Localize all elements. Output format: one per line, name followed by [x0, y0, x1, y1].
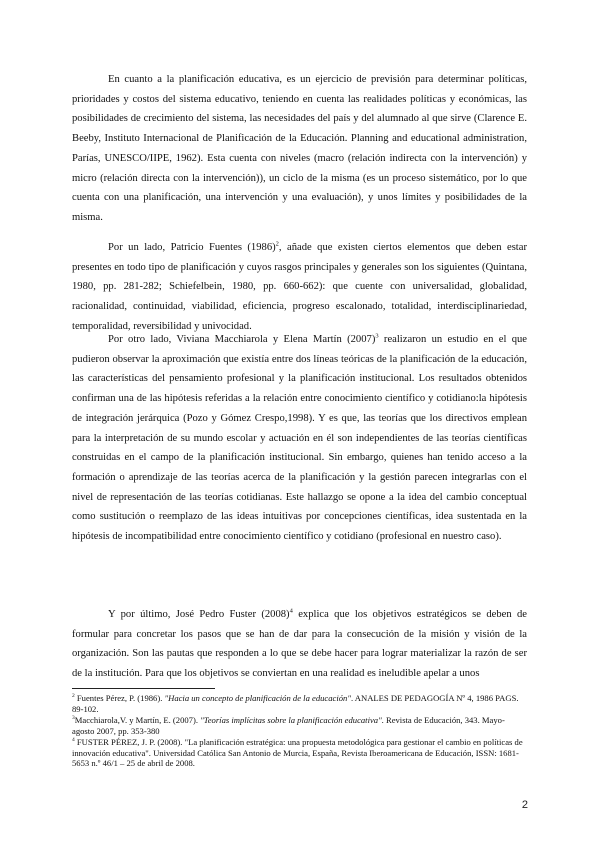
- paragraph-text: explica que los objetivos estratégicos se deben de formular para concretar los pasos que se han de dar para la consecución de la misión y visión de la organización. Son las pautas que responden a lo que se debe hacer para lograr materializar la razón de ser de la institución. Para que los objetivos se conviertan en una realidad es ineludible apelar a unos: [72, 609, 527, 680]
- footnote-2: [72, 693, 527, 715]
- footnote-text: . Universidad Católica San Antonio de Murcia, España, Revista Iberoamericana de Educación, ISSN: 1681-5653 n.º 46/1 – 25 de abril de 2008.: [72, 747, 519, 769]
- paragraph-text: Por un lado, Patricio Fuentes (1986): [108, 242, 276, 253]
- footnote-text: . Revista de Educación, 343. Mayo-agosto 2007, pp. 353-380: [72, 714, 505, 736]
- footnote-text: Macchiarola,V. y Martín, E. (2007).: [74, 714, 201, 725]
- footnote-title: "Teorías implícitas sobre la planificación educativa": [200, 714, 382, 725]
- footnote-3: [72, 715, 527, 737]
- footnote-4: [72, 737, 527, 770]
- footnote-text: . ANALES DE PEDAGOGÍA Nº 4, 1986 PAGS. 89-102.: [72, 693, 519, 714]
- footnote-ref-3[interactable]: 3: [375, 332, 379, 340]
- footnote-separator: [72, 688, 215, 689]
- paragraph-text: Por otro lado, Viviana Macchiarola y Elena Martín (2007): [108, 334, 376, 345]
- footnote-number: 3: [72, 714, 75, 721]
- paragraph-fuster: [72, 605, 527, 684]
- footnote-number: 2: [72, 693, 75, 700]
- footnote-ref-2[interactable]: 2: [275, 240, 279, 248]
- footnotes: [72, 693, 527, 769]
- footnote-ref-4[interactable]: 4: [289, 607, 293, 615]
- footnote-title: "La planificación estratégica: una propuesta metodológica para gestionar el cambio en políticas de innovación educativa": [72, 736, 523, 758]
- paragraph-planificacion-educativa: En cuanto a la planificación educativa, es un ejercicio de previsión para determinar políticas, prioridades y costos del sistema educativo, teniendo en cuenta las realidades políticas y económicas, las posibilidades de crecimiento del sistema, las necesidades del país y del alumnado al que sirve (Clarence E. Beeby, Instituto Internacional de Planificación de la Educación. Planning and educational administration, Parías, UNESCO/IIPE, 1962). Esta cuenta con niveles (macro (relación indirecta con la intervención) y micro (relación directa con la intervención)), un ciclo de la misma (es un proceso sistemático, por lo que cuenta con una planificación, una intervención y una evaluación), y unos límites y posibilidades de la misma.: [72, 74, 527, 223]
- paragraph-text: , añade que existen ciertos elementos que deben estar presentes en todo tipo de planificación y cuyos rasgos principales y generales son los siguientes (Quintana, 1980, pp. 281-282; Schiefelbein, 1980, pp. 660-662): que cuente con universalidad, globalidad, racionalidad, continuidad, viabilidad, eficiencia, progreso escalonado, totalidad, interdisciplinariedad, temporalidad, reversibilidad y univocidad.: [72, 242, 527, 332]
- footnote-text: FUSTER PÉREZ, J. P. (2008).: [74, 736, 185, 747]
- paragraph-text: Y por último, José Pedro Fuster (2008): [108, 609, 290, 620]
- footnote-number: 4: [72, 736, 75, 743]
- paragraph-text: realizaron un estudio en el que pudieron observar la aproximación que existía entre dos líneas teóricas de la planificación de la educación, las características del pensamiento profesional y la planificación institucional. Los resultados obtenidos confirman una de las hipótesis referidas a la relación entre conocimiento científico y cotidiano:la hipótesis de integración jerárquica (Pozo y Gómez Crespo,1998). Y es que, las teorías que los directivos emplean para la interpretación de su mundo escolar y actuación en él son independientes de las teorías científicas construidas en el campo de la planificación institucional. Sin embargo, quienes han tenido acceso a la formación o aprendizaje de las teorías acerca de la planificación y la gestión parecen integrarlas con el nivel de representación de las teorías cotidianas. Este hallazgo se opone a la idea del cambio conceptual como sustitución o reemplazo de las ideas intuitivas por concepciones científicas, idea sustentada en la hipótesis de incompatibilidad entre conocimiento científico y cotidiano (profesional en nuestro caso).: [72, 334, 527, 543]
- footnote-text: Fuentes Pérez, P. (1986).: [74, 693, 165, 703]
- page-number: 2: [521, 799, 528, 811]
- footnote-title: "Hacia un concepto de planificación de la educación": [164, 693, 351, 703]
- paragraph-macchiarola-martin: [72, 330, 527, 547]
